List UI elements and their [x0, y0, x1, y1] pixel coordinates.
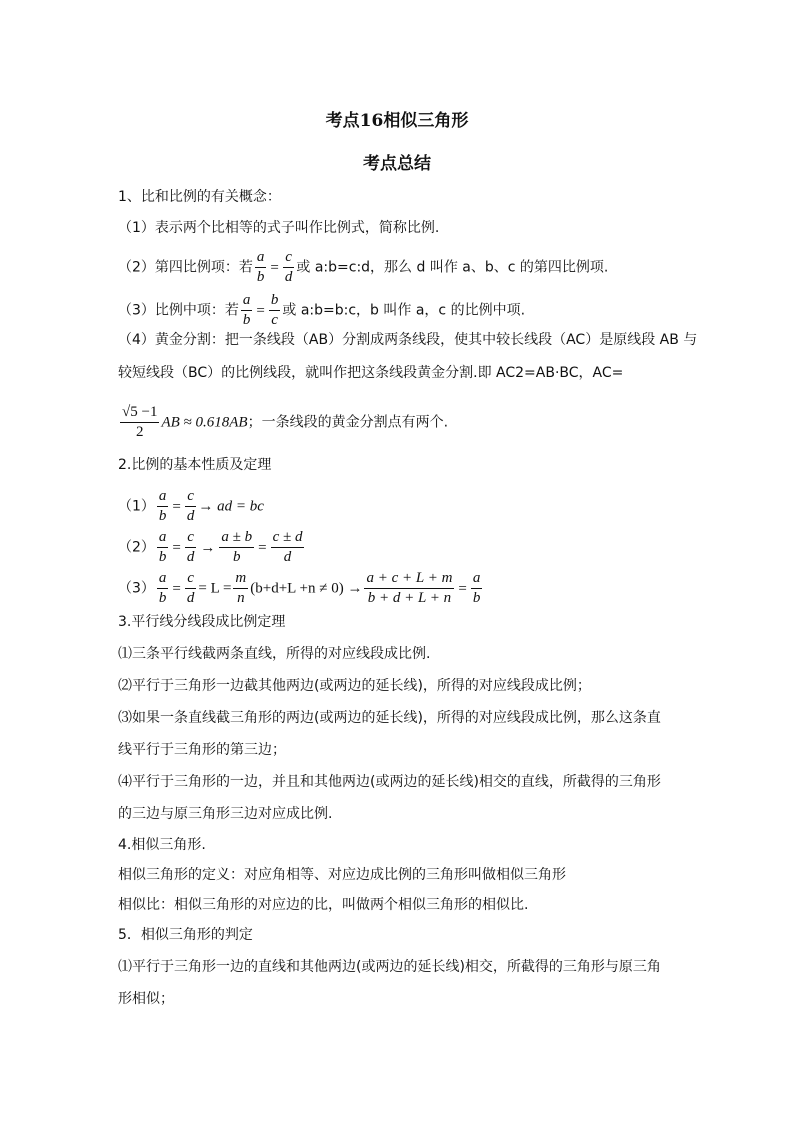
s1-p1: （1）表示两个比相等的式子叫作比例式，简称比例. — [118, 220, 440, 236]
equals-sign: = — [270, 259, 279, 276]
s2-formula-2 — [118, 530, 306, 565]
s1-p2 — [118, 250, 608, 285]
formula-label: （3） — [118, 580, 155, 597]
s3-p2: ⑵平行于三角形一边截其他两边(或两边的延长线)，所得的对应线段成比例； — [118, 678, 591, 694]
fraction-a-over-b: $\frac{a}{b}$ — [158, 570, 167, 606]
s3-p3-line2: 线平行于三角形的第三边； — [118, 742, 286, 758]
page-title: 考点16相似三角形 — [325, 111, 469, 131]
s3-heading: 3.平行线分线段成比例定理 — [118, 614, 286, 630]
s1-p4-line1: （4）黄金分割：把一条线段（AB）分割成两条线段，使其中较长线段（AC）是原线段 AB 与 — [118, 332, 698, 348]
equals-sign: = — [256, 302, 265, 319]
s5-p1-line2: 形相似； — [118, 991, 174, 1007]
s4-p2: 相似比：相似三角形的对应边的比，叫做两个相似三角形的相似比. — [118, 897, 529, 913]
section-subtitle: 考点总结 — [363, 154, 431, 174]
fraction-a-pm-b-over-b: $\frac{a \pm b}{b}$ — [221, 529, 253, 565]
s3-p3-line1: ⑶如果一条直线截三角形的两边(或两边的延长线)，所得的对应线段成比例，那么这条直 — [118, 710, 661, 726]
fraction-a-over-b: $\frac{a}{b}$ — [158, 529, 167, 565]
s4-heading: 4.相似三角形. — [118, 837, 206, 853]
equals-sign: = — [172, 580, 181, 597]
equals-sign: = — [458, 580, 467, 597]
golden-expression: AB ≈ 0.618AB — [161, 414, 248, 431]
equals-sign: = — [258, 539, 267, 556]
fraction-c-over-d: $\frac{c}{d}$ — [284, 249, 293, 285]
fraction-a-over-b: $\frac{a}{b}$ — [472, 570, 481, 606]
s2-heading: 2.比例的基本性质及定理 — [118, 457, 272, 473]
fraction-c-over-d: $\frac{c}{d}$ — [186, 488, 195, 524]
fraction-c-over-d: $\frac{c}{d}$ — [186, 529, 195, 565]
formula-1-result: → ad = bc — [198, 498, 264, 515]
fraction-a-over-b: $\frac{a}{b}$ — [256, 249, 265, 285]
fraction-a-over-b: $\frac{a}{b}$ — [158, 488, 167, 524]
s1-p3-prefix: （3）比例中项：若 — [118, 302, 239, 319]
fraction-m-over-n: $\frac{m}{n}$ — [235, 570, 247, 606]
fraction-golden-ratio: $\frac{√5 -1}{2}$ — [122, 404, 158, 440]
s5-heading: 5．相似三角形的判定 — [118, 927, 253, 943]
formula-label: （2） — [118, 539, 155, 556]
s3-p4-line1: ⑷平行于三角形的一边，并且和其他两边(或两边的延长线)相交的直线，所截得的三角形 — [118, 774, 661, 790]
s5-p1-line1: ⑴平行于三角形一边的直线和其他两边(或两边的延长线)相交，所截得的三角形与原三角 — [118, 959, 661, 975]
s3-p4-line2: 的三边与原三角形三边对应成比例. — [118, 806, 333, 822]
formula-3-condition: (b+d+L +n ≠ 0) → — [250, 580, 363, 597]
equals-sign: = — [172, 539, 181, 556]
s4-p1: 相似三角形的定义：对应角相等、对应边成比例的三角形叫做相似三角形 — [118, 867, 566, 883]
formula-label: （1） — [118, 498, 155, 515]
s1-p3 — [118, 293, 525, 328]
s1-p4-line2: 较短线段（BC）的比例线段，就叫作把这条线段黄金分割.即 AC2=AB·BC，AC= — [118, 365, 624, 381]
golden-suffix: ；一条线段的黄金分割点有两个. — [247, 414, 449, 431]
arrow-symbol: → — [200, 539, 216, 556]
fraction-sum-ratio: $\frac{a + c + L + m}{b + d + L + n}$ — [366, 570, 453, 606]
equals-sign: = — [172, 498, 181, 515]
s3-p1: ⑴三条平行线截两条直线，所得的对应线段成比例. — [118, 646, 431, 662]
fraction-c-over-d: $\frac{c}{d}$ — [186, 570, 195, 606]
s1-heading: 1、比和比例的有关概念： — [118, 189, 281, 205]
s1-p2-prefix: （2）第四比例项：若 — [118, 259, 253, 276]
s1-p2-suffix: 或 a:b=c:d，那么 d 叫作 a、b、c 的第四比例项. — [296, 259, 609, 276]
fraction-a-over-b: $\frac{a}{b}$ — [242, 292, 251, 328]
s1-p3-suffix: 或 a:b=b:c，b 叫作 a，c 的比例中项. — [282, 302, 526, 319]
formula-3-ellipsis: = L = — [198, 580, 232, 597]
s2-formula-3 — [118, 571, 484, 606]
s2-formula-1 — [118, 489, 264, 524]
fraction-b-over-c: $\frac{b}{c}$ — [270, 292, 279, 328]
fraction-c-pm-d-over-d: $\frac{c \pm d}{d}$ — [272, 529, 303, 565]
s1-golden-formula — [118, 405, 448, 440]
